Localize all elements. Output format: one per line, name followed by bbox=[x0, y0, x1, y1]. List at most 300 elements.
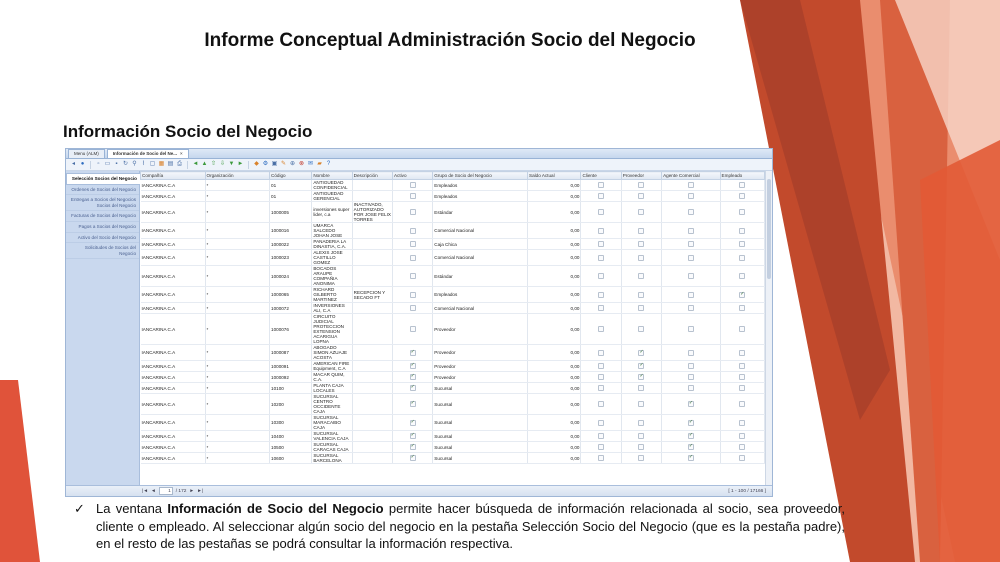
employee-cell bbox=[720, 442, 764, 453]
agent-checkbox[interactable] bbox=[688, 433, 694, 439]
save-icon[interactable]: ▪ bbox=[115, 161, 118, 167]
company-cell: IANCARINA C.A bbox=[141, 394, 206, 415]
customer-checkbox[interactable] bbox=[598, 401, 604, 407]
page-input[interactable]: 1 bbox=[159, 487, 173, 495]
active-checkbox[interactable] bbox=[410, 433, 416, 439]
agent-checkbox[interactable] bbox=[688, 182, 694, 188]
employee-cell bbox=[720, 394, 764, 415]
org-cell: * bbox=[205, 191, 270, 202]
employee-cell bbox=[720, 431, 764, 442]
sidebar-item-entregas[interactable]: Entregas a Socios del Negocios Socios del Negocio bbox=[66, 195, 139, 211]
agent-cell bbox=[662, 415, 720, 431]
report-icon[interactable]: ▤ bbox=[167, 161, 174, 167]
record-range: [ 1 - 100 / 17166 ] bbox=[728, 488, 766, 494]
col-header[interactable]: Grupo de Socio del Negocio bbox=[433, 172, 528, 180]
sidebar-item-activo[interactable]: Activo del Socio del Negocio bbox=[66, 233, 139, 244]
active-checkbox[interactable] bbox=[410, 228, 416, 234]
employee-checkbox[interactable] bbox=[739, 255, 745, 261]
balance-cell: 0,00 bbox=[528, 361, 581, 372]
customer-cell bbox=[581, 345, 621, 361]
active-cell bbox=[392, 239, 432, 250]
active-checkbox[interactable] bbox=[410, 182, 416, 188]
agent-cell bbox=[662, 180, 720, 191]
description-cell: INACTIVADO, AUTORIZADO POR JOSE FELIX TORRES bbox=[353, 202, 391, 222]
code-cell: 01 bbox=[270, 180, 312, 191]
employee-checkbox[interactable] bbox=[739, 273, 745, 279]
col-header[interactable]: Saldo Actual bbox=[528, 172, 581, 180]
table-row[interactable] bbox=[141, 314, 765, 345]
customer-checkbox[interactable] bbox=[598, 182, 604, 188]
company-cell: IANCARINA C.A bbox=[141, 314, 206, 345]
active-checkbox[interactable] bbox=[410, 363, 416, 369]
org-cell: * bbox=[205, 287, 270, 303]
org-cell: * bbox=[205, 383, 270, 394]
tab-menu[interactable]: Menu (ALM) bbox=[68, 149, 105, 158]
org-cell: * bbox=[205, 180, 270, 191]
group-cell: Comercial Nacional bbox=[433, 223, 528, 239]
page-count: / 172 bbox=[175, 488, 187, 494]
description-cell bbox=[352, 303, 392, 314]
code-cell: 10500 bbox=[270, 442, 312, 453]
grid-icon[interactable]: ▦ bbox=[158, 161, 165, 167]
employee-cell bbox=[720, 415, 764, 431]
active-checkbox[interactable] bbox=[410, 209, 416, 215]
workflow-icon[interactable]: ◆ bbox=[254, 161, 259, 167]
group-cell: Empleados bbox=[433, 191, 528, 202]
prev-page-button[interactable]: ◄ bbox=[151, 488, 156, 494]
group-cell: Sucursal bbox=[433, 415, 528, 431]
group-cell: Comercial Nacional bbox=[433, 250, 528, 266]
help-icon[interactable]: ? bbox=[326, 161, 331, 167]
vendor-checkbox[interactable] bbox=[638, 255, 644, 261]
name-cell: ALEXIS JOSE CASTILLO GOMEZ bbox=[312, 250, 352, 266]
employee-cell bbox=[720, 383, 764, 394]
active-checkbox[interactable] bbox=[410, 193, 416, 199]
group-cell: Sucursal bbox=[433, 394, 528, 415]
company-cell: IANCARINA C.A bbox=[141, 250, 206, 266]
employee-checkbox[interactable] bbox=[739, 385, 745, 391]
col-header[interactable]: Compañía bbox=[141, 172, 206, 180]
org-cell: * bbox=[205, 453, 270, 464]
vendor-checkbox[interactable] bbox=[638, 292, 644, 298]
table-row[interactable] bbox=[141, 191, 765, 202]
group-cell: Sucursal bbox=[433, 431, 528, 442]
vendor-cell bbox=[621, 314, 661, 345]
company-cell: IANCARINA C.A bbox=[141, 372, 206, 383]
active-checkbox[interactable] bbox=[410, 273, 416, 279]
agent-checkbox[interactable] bbox=[688, 273, 694, 279]
table-row[interactable] bbox=[141, 266, 765, 287]
name-cell: inversiones super lider, c.a bbox=[312, 202, 352, 223]
code-cell: 1000087 bbox=[270, 345, 312, 361]
active-checkbox[interactable] bbox=[410, 255, 416, 261]
attach-icon[interactable]: ⌇ bbox=[142, 161, 145, 167]
customer-checkbox[interactable] bbox=[598, 455, 604, 461]
table-row[interactable] bbox=[141, 394, 765, 415]
customer-checkbox[interactable] bbox=[598, 305, 604, 311]
product-icon[interactable]: ▰ bbox=[317, 161, 322, 167]
company-cell: IANCARINA C.A bbox=[141, 180, 206, 191]
active-cell bbox=[392, 314, 432, 345]
employee-checkbox[interactable] bbox=[739, 182, 745, 188]
customer-checkbox[interactable] bbox=[598, 420, 604, 426]
down-icon[interactable]: ⇩ bbox=[219, 161, 226, 167]
customer-checkbox[interactable] bbox=[598, 292, 604, 298]
employee-cell bbox=[720, 453, 764, 464]
vendor-cell bbox=[621, 345, 661, 361]
customer-checkbox[interactable] bbox=[598, 241, 604, 247]
col-header[interactable]: Agente Comercial bbox=[662, 172, 720, 180]
pager bbox=[66, 485, 772, 496]
org-cell: * bbox=[205, 372, 270, 383]
vendor-cell bbox=[621, 202, 661, 223]
company-cell: IANCARINA C.A bbox=[141, 415, 206, 431]
group-cell: Empleados bbox=[433, 180, 528, 191]
vendor-cell bbox=[621, 415, 661, 431]
table-row[interactable] bbox=[141, 345, 765, 361]
vendor-checkbox[interactable] bbox=[638, 241, 644, 247]
customer-cell bbox=[581, 383, 621, 394]
refresh-icon[interactable]: ↻ bbox=[122, 161, 129, 167]
back-icon[interactable]: ◂ bbox=[71, 161, 75, 167]
group-cell: Sucursal bbox=[433, 383, 528, 394]
table-header bbox=[141, 172, 765, 180]
up-icon[interactable]: ⇧ bbox=[210, 161, 217, 167]
employee-checkbox[interactable] bbox=[739, 444, 745, 450]
customer-checkbox[interactable] bbox=[598, 228, 604, 234]
customer-cell bbox=[581, 223, 621, 239]
customer-cell bbox=[581, 361, 621, 372]
table-row[interactable] bbox=[141, 239, 765, 250]
name-cell: RICHARD GILBERTO MARTINEZ bbox=[312, 287, 352, 303]
table-row[interactable] bbox=[141, 303, 765, 314]
customer-cell bbox=[581, 314, 621, 345]
group-cell: Sucursal bbox=[433, 453, 528, 464]
agent-cell bbox=[662, 250, 720, 266]
company-cell: IANCARINA C.A bbox=[141, 361, 206, 372]
sidebar-item-solicitudes[interactable]: Solicitudes de Socios del Negocio bbox=[66, 243, 139, 259]
agent-cell bbox=[662, 223, 720, 239]
balance-cell: 0,00 bbox=[528, 239, 581, 250]
name-cell: CIRCUITO JUDICIAL PROTECCION EXTENSION ACARIGUA LOPNA bbox=[312, 314, 352, 345]
col-header[interactable]: Descripción bbox=[352, 172, 392, 180]
sidebar bbox=[66, 171, 140, 485]
org-cell: * bbox=[205, 239, 270, 250]
left-decoration bbox=[0, 380, 40, 562]
new-icon[interactable]: ▫ bbox=[97, 161, 100, 167]
employee-checkbox[interactable] bbox=[739, 363, 745, 369]
active-cell bbox=[392, 303, 432, 314]
vendor-checkbox[interactable] bbox=[638, 444, 644, 450]
description-cell bbox=[352, 223, 392, 239]
col-header[interactable]: Proveedor bbox=[621, 172, 661, 180]
agent-checkbox[interactable] bbox=[688, 385, 694, 391]
last-page-button[interactable]: ►| bbox=[197, 488, 204, 494]
table-row[interactable] bbox=[141, 442, 765, 453]
agent-checkbox[interactable] bbox=[688, 209, 694, 215]
first-page-button[interactable]: |◄ bbox=[142, 488, 148, 494]
scrollbar-thumb[interactable] bbox=[767, 179, 771, 279]
company-cell: IANCARINA C.A bbox=[141, 223, 206, 239]
customer-cell bbox=[581, 303, 621, 314]
code-cell: 1000005 bbox=[270, 202, 312, 223]
vendor-cell bbox=[621, 250, 661, 266]
customer-checkbox[interactable] bbox=[598, 273, 604, 279]
zoom-icon[interactable]: ⊕ bbox=[289, 161, 296, 167]
vendor-checkbox[interactable] bbox=[638, 305, 644, 311]
code-cell: 1000091 bbox=[270, 361, 312, 372]
vertical-scrollbar[interactable] bbox=[765, 171, 772, 485]
group-cell: Proveedor bbox=[433, 361, 528, 372]
name-cell: ANTIGUEDAD GERENCIAL bbox=[312, 191, 352, 202]
agent-checkbox[interactable] bbox=[688, 444, 694, 450]
agent-checkbox[interactable] bbox=[688, 193, 694, 199]
customer-cell bbox=[581, 394, 621, 415]
table-row[interactable] bbox=[141, 223, 765, 239]
agent-cell bbox=[662, 431, 720, 442]
table-row[interactable] bbox=[141, 453, 765, 464]
check-icon: ✓ bbox=[74, 501, 85, 516]
agent-checkbox[interactable] bbox=[688, 326, 694, 332]
sidebar-item-ordenes[interactable]: Ordenes de Socios del Negocio bbox=[66, 185, 139, 196]
employee-cell bbox=[720, 361, 764, 372]
agent-checkbox[interactable] bbox=[688, 255, 694, 261]
customer-checkbox[interactable] bbox=[598, 209, 604, 215]
col-header[interactable]: Empleado bbox=[720, 172, 764, 180]
agent-cell bbox=[662, 372, 720, 383]
agent-checkbox[interactable] bbox=[688, 401, 694, 407]
agent-checkbox[interactable] bbox=[688, 363, 694, 369]
vendor-checkbox[interactable] bbox=[638, 363, 644, 369]
active-checkbox[interactable] bbox=[410, 292, 416, 298]
name-cell: PANADERIA LA DINASTIA, C.A. bbox=[312, 239, 352, 250]
last-icon[interactable]: ▼ bbox=[228, 161, 235, 167]
chat-icon[interactable]: ▢ bbox=[149, 161, 156, 167]
employee-checkbox[interactable] bbox=[739, 401, 745, 407]
employee-checkbox[interactable] bbox=[739, 292, 745, 298]
vendor-checkbox[interactable] bbox=[638, 385, 644, 391]
customer-checkbox[interactable] bbox=[598, 255, 604, 261]
vendor-checkbox[interactable] bbox=[638, 350, 644, 356]
code-cell: 1000016 bbox=[270, 223, 312, 239]
active-checkbox[interactable] bbox=[410, 385, 416, 391]
customer-checkbox[interactable] bbox=[598, 363, 604, 369]
vendor-checkbox[interactable] bbox=[638, 326, 644, 332]
sidebar-item-pagos[interactable]: Pagos a Socios del Negocio bbox=[66, 222, 139, 233]
employee-cell bbox=[720, 345, 764, 361]
employee-checkbox[interactable] bbox=[739, 241, 745, 247]
company-cell: IANCARINA C.A bbox=[141, 191, 206, 202]
vendor-checkbox[interactable] bbox=[638, 193, 644, 199]
company-cell: IANCARINA C.A bbox=[141, 287, 206, 303]
employee-checkbox[interactable] bbox=[739, 193, 745, 199]
active-checkbox[interactable] bbox=[410, 350, 416, 356]
agent-checkbox[interactable] bbox=[688, 241, 694, 247]
org-cell: * bbox=[205, 442, 270, 453]
customer-cell bbox=[581, 442, 621, 453]
info-icon[interactable]: ● bbox=[80, 161, 85, 167]
employee-cell bbox=[720, 266, 764, 287]
close-icon[interactable]: × bbox=[180, 151, 183, 156]
name-cell: ABOGADO SIMON AZUAJE ACOSTA bbox=[312, 345, 352, 361]
vendor-checkbox[interactable] bbox=[638, 273, 644, 279]
customer-cell bbox=[581, 453, 621, 464]
employee-cell bbox=[720, 372, 764, 383]
col-header[interactable]: Nombre bbox=[312, 172, 352, 180]
first-icon[interactable]: ▲ bbox=[201, 161, 208, 167]
vendor-cell bbox=[621, 191, 661, 202]
customer-cell bbox=[581, 266, 621, 287]
active-cell bbox=[392, 415, 432, 431]
col-header[interactable]: Cliente bbox=[581, 172, 621, 180]
tab-business-partner-info[interactable]: Información de Socio del Ne... × bbox=[107, 149, 189, 158]
employee-cell bbox=[720, 180, 764, 191]
vendor-cell bbox=[621, 383, 661, 394]
customer-checkbox[interactable] bbox=[598, 326, 604, 332]
group-cell: Caja Chica bbox=[433, 239, 528, 250]
vendor-checkbox[interactable] bbox=[638, 433, 644, 439]
archive-icon[interactable]: ▣ bbox=[271, 161, 278, 167]
customer-checkbox[interactable] bbox=[598, 374, 604, 380]
org-cell: * bbox=[205, 223, 270, 239]
customer-checkbox[interactable] bbox=[598, 193, 604, 199]
notes-icon[interactable]: ✎ bbox=[280, 161, 287, 167]
employee-checkbox[interactable] bbox=[739, 433, 745, 439]
table-row[interactable] bbox=[141, 431, 765, 442]
employee-checkbox[interactable] bbox=[739, 350, 745, 356]
vendor-checkbox[interactable] bbox=[638, 455, 644, 461]
code-cell: 1000022 bbox=[270, 239, 312, 250]
description-cell bbox=[352, 383, 392, 394]
description-cell bbox=[352, 239, 392, 250]
active-checkbox[interactable] bbox=[410, 420, 416, 426]
vendor-checkbox[interactable] bbox=[638, 182, 644, 188]
code-cell: 1000072 bbox=[270, 303, 312, 314]
active-cell bbox=[392, 394, 432, 415]
agent-checkbox[interactable] bbox=[688, 350, 694, 356]
active-cell bbox=[392, 361, 432, 372]
active-checkbox[interactable] bbox=[410, 455, 416, 461]
employee-checkbox[interactable] bbox=[739, 326, 745, 332]
name-cell: MACAR QUIM, C.A. bbox=[312, 372, 352, 383]
customer-cell bbox=[581, 239, 621, 250]
code-cell: 10300 bbox=[270, 415, 312, 431]
table-row[interactable] bbox=[141, 361, 765, 372]
balance-cell: 0,00 bbox=[528, 453, 581, 464]
customer-checkbox[interactable] bbox=[598, 385, 604, 391]
agent-checkbox[interactable] bbox=[688, 305, 694, 311]
name-cell: AMERICAN FIRE Equipment, C.A bbox=[312, 361, 352, 372]
col-header[interactable]: Organización bbox=[205, 172, 270, 180]
agent-checkbox[interactable] bbox=[688, 374, 694, 380]
balance-cell: 0,00 bbox=[528, 345, 581, 361]
prev-icon[interactable]: ◄ bbox=[192, 161, 199, 167]
request-icon[interactable]: ✉ bbox=[307, 161, 314, 167]
active-checkbox[interactable] bbox=[410, 444, 416, 450]
process-icon[interactable]: ⚙ bbox=[262, 161, 269, 167]
name-cell: PLANTA CAJA LOCALES bbox=[312, 383, 352, 394]
company-cell: IANCARINA C.A bbox=[141, 239, 206, 250]
code-cell: 10100 bbox=[270, 383, 312, 394]
company-cell: IANCARINA C.A bbox=[141, 442, 206, 453]
active-checkbox[interactable] bbox=[410, 326, 416, 332]
group-cell: Sucursal bbox=[433, 442, 528, 453]
customer-checkbox[interactable] bbox=[598, 444, 604, 450]
sidebar-item-facturas[interactable]: Facturas de Socios del Negocio bbox=[66, 211, 139, 222]
employee-checkbox[interactable] bbox=[739, 420, 745, 426]
table-row[interactable] bbox=[141, 415, 765, 431]
active-checkbox[interactable] bbox=[410, 305, 416, 311]
vendor-cell bbox=[621, 287, 661, 303]
sidebar-item-seleccion[interactable]: Selección Socios del Negocio bbox=[66, 173, 140, 185]
employee-checkbox[interactable] bbox=[739, 228, 745, 234]
vendor-checkbox[interactable] bbox=[638, 401, 644, 407]
name-cell: SUCURSAL BARCELONA bbox=[312, 453, 352, 464]
decorative-background-shapes bbox=[740, 0, 1000, 562]
table-row[interactable] bbox=[141, 383, 765, 394]
next-page-button[interactable]: ► bbox=[189, 488, 195, 494]
employee-cell bbox=[720, 191, 764, 202]
table-row[interactable] bbox=[141, 180, 765, 191]
customer-checkbox[interactable] bbox=[598, 350, 604, 356]
table-row[interactable] bbox=[141, 372, 765, 383]
agent-cell bbox=[662, 202, 720, 223]
org-cell: * bbox=[205, 361, 270, 372]
description-cell bbox=[352, 431, 392, 442]
search-icon[interactable]: ⚲ bbox=[132, 161, 137, 167]
vendor-checkbox[interactable] bbox=[638, 209, 644, 215]
vendor-checkbox[interactable] bbox=[638, 228, 644, 234]
employee-checkbox[interactable] bbox=[739, 455, 745, 461]
active-checkbox[interactable] bbox=[410, 401, 416, 407]
balance-cell: 0,00 bbox=[528, 266, 581, 287]
print-icon[interactable]: ⎙ bbox=[177, 161, 182, 167]
vendor-cell bbox=[621, 239, 661, 250]
group-cell: Comercial Nacional bbox=[433, 303, 528, 314]
agent-checkbox[interactable] bbox=[688, 228, 694, 234]
table-row[interactable] bbox=[141, 250, 765, 266]
active-checkbox[interactable] bbox=[410, 374, 416, 380]
active-checkbox[interactable] bbox=[410, 241, 416, 247]
col-header[interactable]: Código bbox=[270, 172, 312, 180]
agent-checkbox[interactable] bbox=[688, 455, 694, 461]
col-header[interactable]: Activo bbox=[392, 172, 432, 180]
org-cell: * bbox=[205, 314, 270, 345]
employee-cell bbox=[720, 202, 764, 223]
employee-checkbox[interactable] bbox=[739, 209, 745, 215]
table-row[interactable] bbox=[141, 202, 765, 223]
active-cell bbox=[392, 250, 432, 266]
next-icon[interactable]: ► bbox=[237, 161, 244, 167]
customer-checkbox[interactable] bbox=[598, 433, 604, 439]
copy-icon[interactable]: ▭ bbox=[104, 161, 111, 167]
balance-cell: 0,00 bbox=[528, 394, 581, 415]
vendor-checkbox[interactable] bbox=[638, 374, 644, 380]
vendor-checkbox[interactable] bbox=[638, 420, 644, 426]
customer-cell bbox=[581, 415, 621, 431]
code-cell: 10400 bbox=[270, 431, 312, 442]
table-row[interactable] bbox=[141, 287, 765, 303]
agent-cell bbox=[662, 442, 720, 453]
agent-checkbox[interactable] bbox=[688, 292, 694, 298]
active-cell bbox=[392, 383, 432, 394]
zoom-across-icon[interactable]: ⊗ bbox=[298, 161, 305, 167]
employee-checkbox[interactable] bbox=[739, 374, 745, 380]
employee-checkbox[interactable] bbox=[739, 305, 745, 311]
agent-checkbox[interactable] bbox=[688, 420, 694, 426]
description-cell bbox=[352, 415, 392, 431]
agent-cell bbox=[662, 383, 720, 394]
